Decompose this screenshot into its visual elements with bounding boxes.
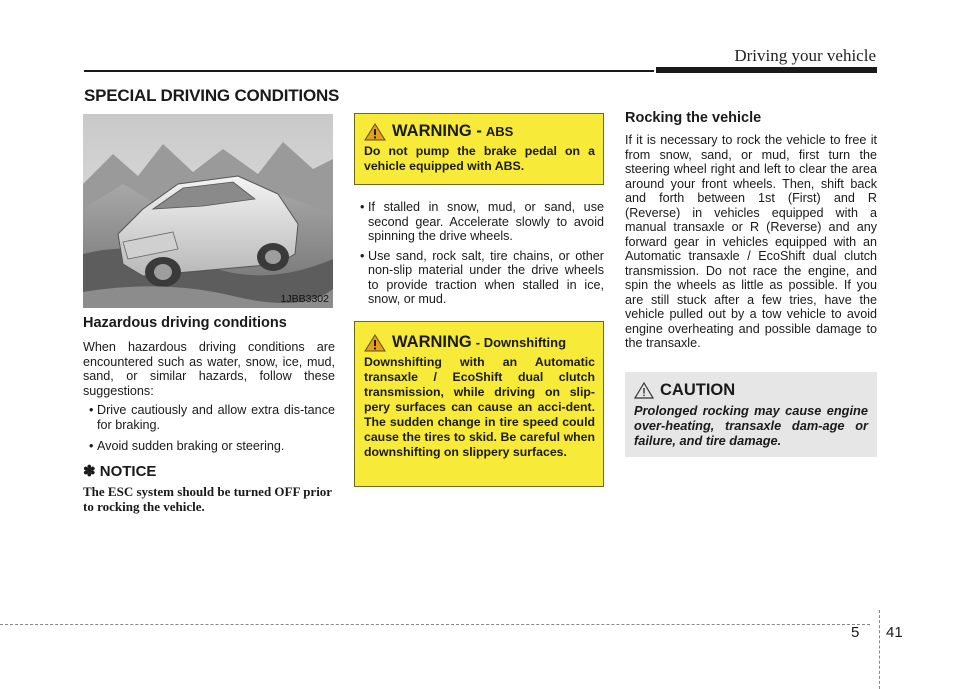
warning-abs-text: Do not pump the brake pedal on a vehicle equipped with ABS. [364,144,595,173]
notice-heading: ✽ NOTICE [83,463,157,480]
hazard-bullet-2: • Avoid sudden braking or steering. [83,439,335,454]
warning-downshift-header [364,333,595,352]
rocking-text: If it is necessary to rock the vehicle to free it from snow, sand, or mud, first turn the steering wheel right and left to clear the area around your front wheels. Then, shift back and forth between 1st (First) and R (Reverse) in vehicles equipped with a manual transaxle or R (Reverse) and any forward gear in vehicles equipped with an Automatic transaxle / EcoShift dual clutch transmission. Do not race the engine, and spin the wheels as little as possible. If you are still stuck after a few tries, have the vehicle pulled out by a tow vehicle to avoid engine overheating and possible damage to the transaxle. [625,133,877,350]
caution-title: CAUTION [660,381,736,399]
page-section-number: 5 [851,624,860,641]
warning-downshift-text: Downshifting with an Automatic transaxle / EcoShift dual clutch transmission, while driving on slip-pery surfaces can cause an acci-dent. The sudden change in tire speed could cause the tires to skid. Be careful when downshifting on slippery surfaces. [364,355,595,459]
caution-text: Prolonged rocking may cause engine over-heating, transaxle dam-age or failure, and tire damage. [634,403,868,448]
header-bar [656,67,877,73]
footer-divider [879,610,880,689]
warning-abs-subtitle: ABS [485,124,514,139]
caution-triangle-icon [634,382,654,399]
car-illustration [83,114,333,308]
rocking-section [625,110,877,351]
stalled-section [354,200,604,307]
car-in-mud-image [83,114,333,308]
warning-triangle-icon [364,123,386,141]
hazard-bullet-1: • Drive cautiously and allow extra dis-tance for braking. [83,403,335,432]
stalled-bullets [354,200,604,307]
warning-downshift-subtitle: - Downshifting [475,335,567,350]
hazard-bullets [83,403,335,454]
footer-rule [0,624,870,625]
stalled-bullet-2: • Use sand, rock salt, tire chains, or other non-slip material under the drive wheels to provide traction when stalled in ice, snow, or mud. [354,249,604,307]
section-title: SPECIAL DRIVING CONDITIONS [84,86,340,105]
caution-header [634,381,868,400]
hazard-heading: Hazardous driving conditions [83,315,287,331]
warning-triangle-icon [364,334,386,352]
warning-abs-header [364,122,595,141]
hazard-intro: When hazardous driving conditions are encountered such as water, snow, ice, mud, sand, or similar hazards, follow these suggestions: [83,340,335,398]
stalled-bullet-1: • If stalled in snow, mud, or sand, use second gear. Accelerate slowly to avoid spinning the drive wheels. [354,200,604,244]
figure-label: 1JBB3302 [280,293,329,305]
page-number: 41 [886,624,903,641]
notice-section [83,462,335,514]
warning-abs-box [354,113,604,185]
warning-downshift-box [354,321,604,487]
caution-box [625,372,877,457]
notice-text: The ESC system should be turned OFF prior to rocking the vehicle. [83,484,332,514]
hazard-section [83,315,335,454]
warning-abs-title: WARNING - [392,122,482,140]
header-rule [84,70,654,72]
chapter-title: Driving your vehicle [734,46,876,65]
rocking-heading: Rocking the vehicle [625,110,762,126]
warning-downshift-title: WARNING [392,333,472,351]
